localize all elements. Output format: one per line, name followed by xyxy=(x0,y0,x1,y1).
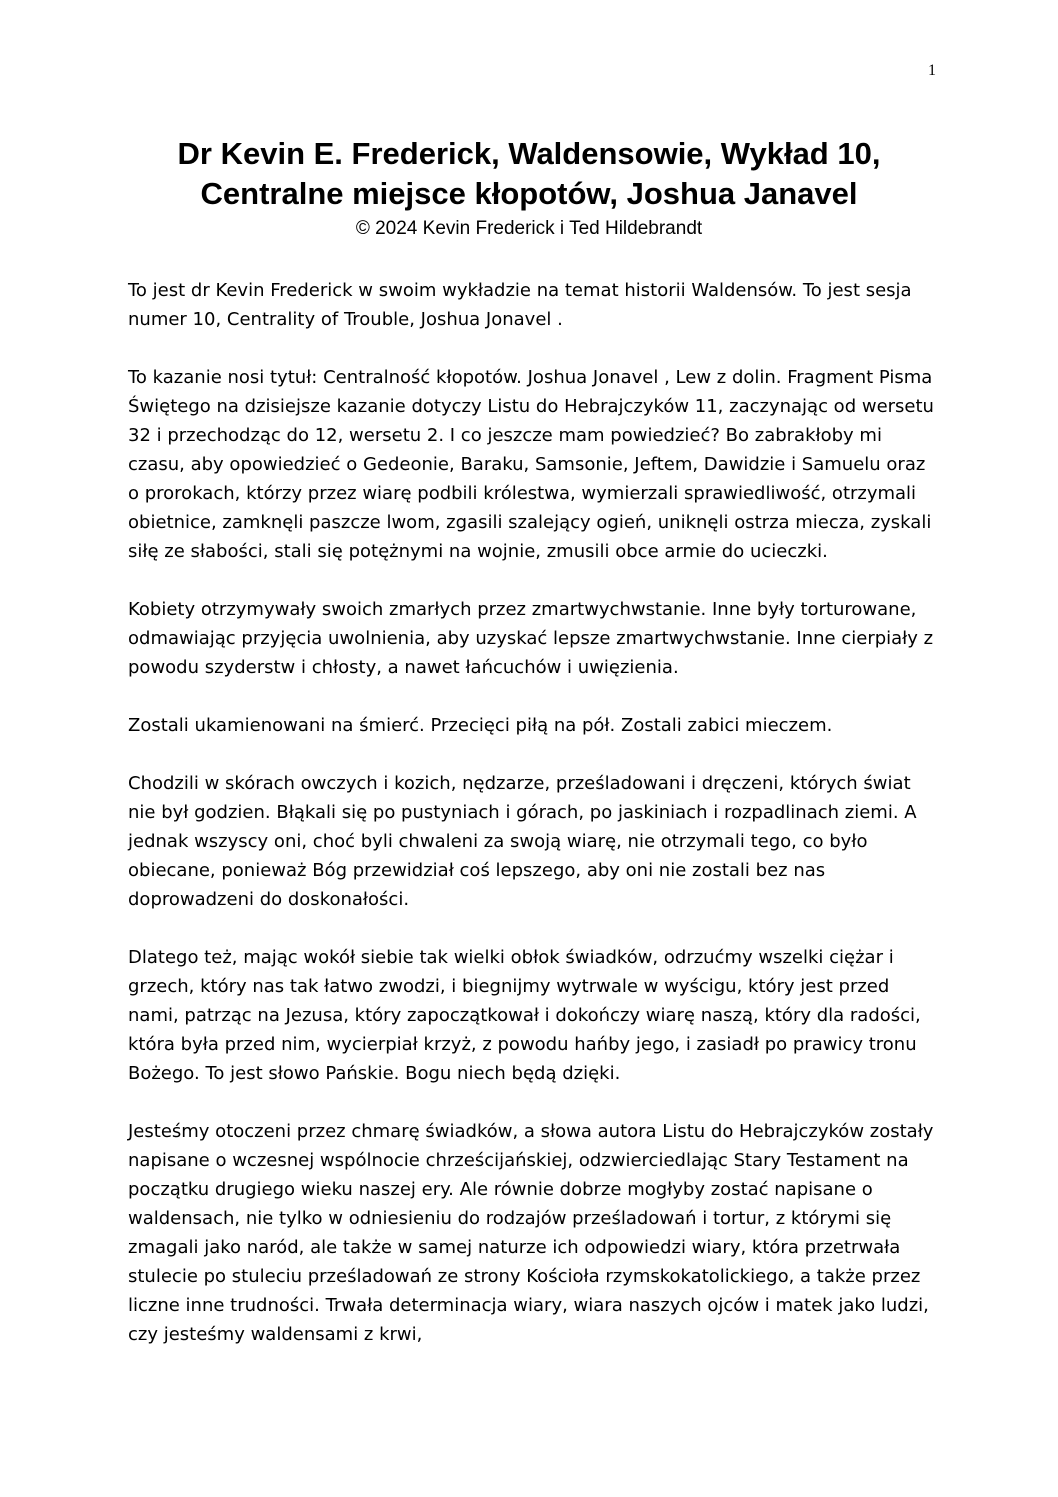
paragraph: Dlatego też, mając wokół siebie tak wielki obłok świadków, odrzućmy wszelki ciężar i grzech, który nas tak łatwo zwodzi, i biegnijmy wytrwale w wyścigu, który jest przed nami, patrząc na Jezusa, który zapoczątkował i dokończy wiarę naszą, który dla radości, która była przed nim, wycierpiał krzyż, z powodu hańby jego, i zasiadł po prawicy tronu Bożego. To jest słowo Pańskie. Bogu niech będą dzięki. xyxy=(128,947,921,1084)
document-header xyxy=(0,134,1058,242)
paragraph: Zostali ukamienowani na śmierć. Przecięci piłą na pół. Zostali zabici mieczem. xyxy=(128,715,833,736)
paragraph: To jest dr Kevin Frederick w swoim wykładzie na temat historii Waldensów. To jest sesja numer 10, Centrality of Trouble, Joshua Jonavel . xyxy=(128,280,912,330)
document-title-line-1: Dr Kevin E. Frederick, Waldensowie, Wykład 10, xyxy=(177,136,881,171)
document-title-line-2: Centralne miejsce kłopotów, Joshua Janavel xyxy=(200,176,858,211)
paragraph: Kobiety otrzymywały swoich zmarłych przez zmartwychwstanie. Inne były torturowane, odmawiając przyjęcia uwolnienia, aby uzyskać lepsze zmartwychwstanie. Inne cierpiały z powodu szyderstw i chłosty, a nawet łańcuchów i uwięzienia. xyxy=(128,599,934,678)
document-body xyxy=(128,276,934,1378)
page-number: 1 xyxy=(928,62,936,79)
copyright-notice: © 2024 Kevin Frederick i Ted Hildebrandt xyxy=(355,218,703,239)
paragraph: Jesteśmy otoczeni przez chmarę świadków, a słowa autora Listu do Hebrajczyków zostały napisane o wczesnej wspólnocie chrześcijańskiej, odzwierciedlając Stary Testament na początku drugiego wieku naszej ery. Ale równie dobrze mogłyby zostać napisane o waldensach, nie tylko w odniesieniu do rodzajów prześladowań i tortur, z którymi się zmagali jako naród, ale także w samej naturze ich odpowiedzi wiary, która przetrwała stulecie po stuleciu prześladowań ze strony Kościoła rzymskokatolickiego, a także przez liczne inne trudności. Trwała determinacja wiary, wiara naszych ojców i matek jako ludzi, czy jesteśmy waldensami z krwi, xyxy=(128,1121,934,1345)
paragraph: Chodzili w skórach owczych i kozich, nędzarze, prześladowani i dręczeni, których świat nie był godzien. Błąkali się po pustyniach i górach, po jaskiniach i rozpadlinach ziemi. A jednak wszyscy oni, choć byli chwaleni za swoją wiarę, nie otrzymali tego, co było obiecane, ponieważ Bóg przewidział coś lepszego, aby oni nie zostali bez nas doprowadzeni do doskonałości. xyxy=(128,773,917,910)
paragraph: To kazanie nosi tytuł: Centralność kłopotów. Joshua Jonavel , Lew z dolin. Fragment Pisma Świętego na dzisiejsze kazanie dotyczy Listu do Hebrajczyków 11, zaczynając od wersetu 32 i przechodząc do 12, wersetu 2. I co jeszcze mam powiedzieć? Bo zabrakłoby mi czasu, aby opowiedzieć o Gedeonie, Baraku, Samsonie, Jeftem, Dawidzie i Samuelu oraz o prorokach, którzy przez wiarę podbili królestwa, wymierzali sprawiedliwość, otrzymali obietnice, zamknęli paszcze lwom, zgasili szalejący ogień, uniknęli ostrza miecza, zyskali siłę ze słabości, stali się potężnymi na wojnie, zmusili obce armie do ucieczki. xyxy=(128,367,934,562)
